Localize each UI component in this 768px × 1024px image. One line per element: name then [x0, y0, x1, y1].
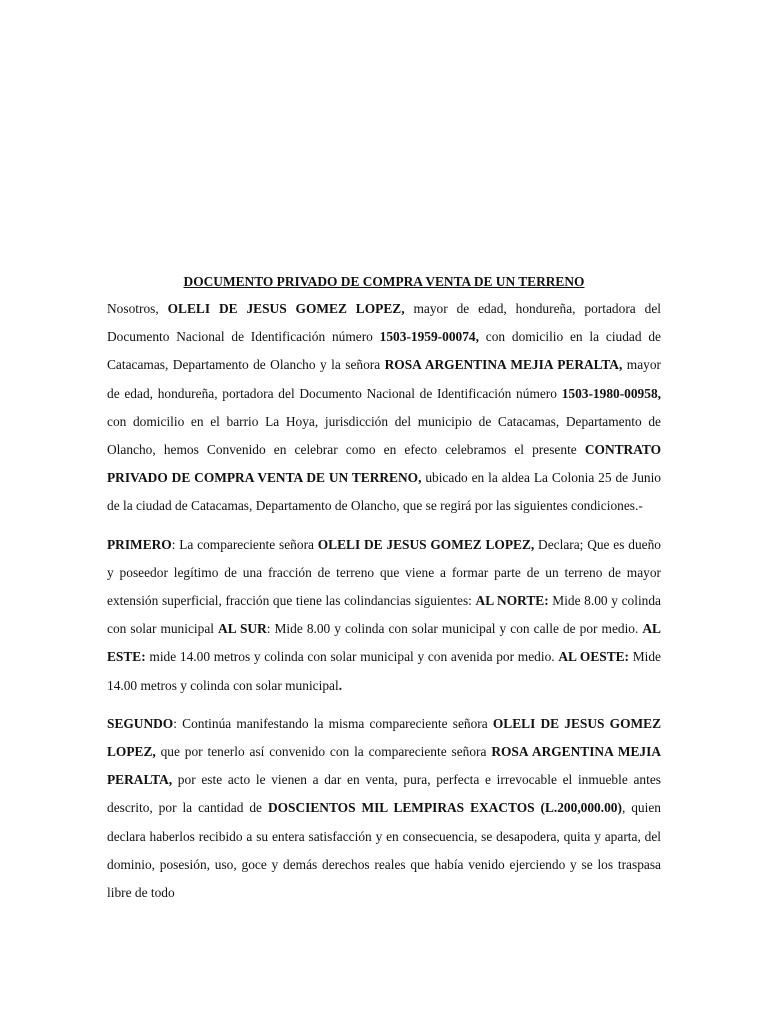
clause-primero — [107, 531, 661, 700]
bold-text-run: ROSA ARGENTINA MEJIA PERALTA, — [107, 744, 662, 788]
bold-text-run: OLELI DE JESUS GOMEZ LOPEZ, — [167, 301, 405, 316]
bold-text-run: DOSCIENTOS MIL LEMPIRAS EXACTOS (L.200,000.00) — [267, 800, 622, 816]
text-run: : Continúa manifestando la misma compareciente señora — [173, 715, 493, 731]
text-run: mayor de edad, hondureña, portadora del Documento Nacional de Identificación número — [107, 357, 661, 401]
bold-text-run: AL SUR — [218, 621, 267, 637]
text-run: : Mide 8.00 y colinda con solar municipal y con calle de por medio. — [266, 621, 643, 637]
text-run: mayor de edad, hondureña, portadora del Documento Nacional de Identificación número — [107, 301, 661, 345]
text-run: por este acto le vienen a dar en venta, pura, perfecta e irrevocable el inmueble antes descrito, por la cantidad de — [107, 772, 661, 816]
intro-paragraph — [107, 295, 661, 521]
bold-text-run: AL OESTE: — [558, 649, 630, 665]
text-run: Declara; Que es dueño y poseedor legítimo de una fracción de terreno que viene a formar parte de un terreno de mayor extensión superficial, fracción que tiene las colindancias siguientes: — [107, 536, 661, 609]
bold-text-run: AL NORTE: — [475, 593, 549, 609]
document-title: DOCUMENTO PRIVADO DE COMPRA VENTA DE UN TERRENO — [183, 274, 585, 289]
bold-text-run: CONTRATO PRIVADO DE COMPRA VENTA DE UN TERRENO, — [107, 442, 661, 486]
text-run: Nosotros, — [107, 301, 168, 316]
text-run: mide 14.00 metros y colinda con solar municipal y con avenida por medio. — [145, 649, 559, 665]
text-run: Mide 14.00 metros y colinda con solar municipal — [107, 649, 661, 693]
clause-segundo — [107, 710, 661, 907]
bold-text-run: AL ESTE: — [107, 621, 661, 665]
bold-text-run: OLELI DE JESUS GOMEZ LOPEZ, — [107, 715, 661, 760]
bold-text-run: 1503-1959-00074, — [379, 329, 479, 345]
bold-text-run: SEGUNDO — [107, 715, 174, 731]
text-run: ubicado en la aldea La Colonia 25 de Junio de la ciudad de Catacamas, Departamento de Olancho, que se regirá por las siguientes condiciones.- — [107, 470, 661, 514]
text-run: con domicilio en la ciudad de Catacamas, Departamento de Olancho y la señora — [107, 329, 661, 373]
text-run: Mide 8.00 y colinda con solar municipal — [107, 593, 661, 637]
bold-text-run: OLELI DE JESUS GOMEZ LOPEZ, — [317, 536, 535, 552]
text-run: : La compareciente señora — [171, 536, 318, 552]
bold-text-run: . — [338, 677, 343, 693]
text-run: , quien declara haberlos recibido a su entera satisfacción y en consecuencia, se desapodera, quita y aparta, del dominio, posesión, uso, goce y demás derechos reales que había venido ejerciendo y se los traspasa libre de todo — [107, 800, 661, 901]
bold-text-run: PRIMERO — [107, 536, 172, 552]
bold-text-run: 1503-1980-00958, — [561, 385, 661, 401]
bold-text-run: ROSA ARGENTINA MEJIA PERALTA, — [384, 357, 623, 373]
text-run: que por tenerlo así convenido con la compareciente señora — [155, 744, 492, 760]
text-run: con domicilio en el barrio La Hoya, jurisdicción del municipio de Catacamas, Departamento de Olancho, hemos Convenido en celebrar como en efecto celebramos el presente — [107, 413, 661, 458]
document-page — [107, 268, 661, 907]
